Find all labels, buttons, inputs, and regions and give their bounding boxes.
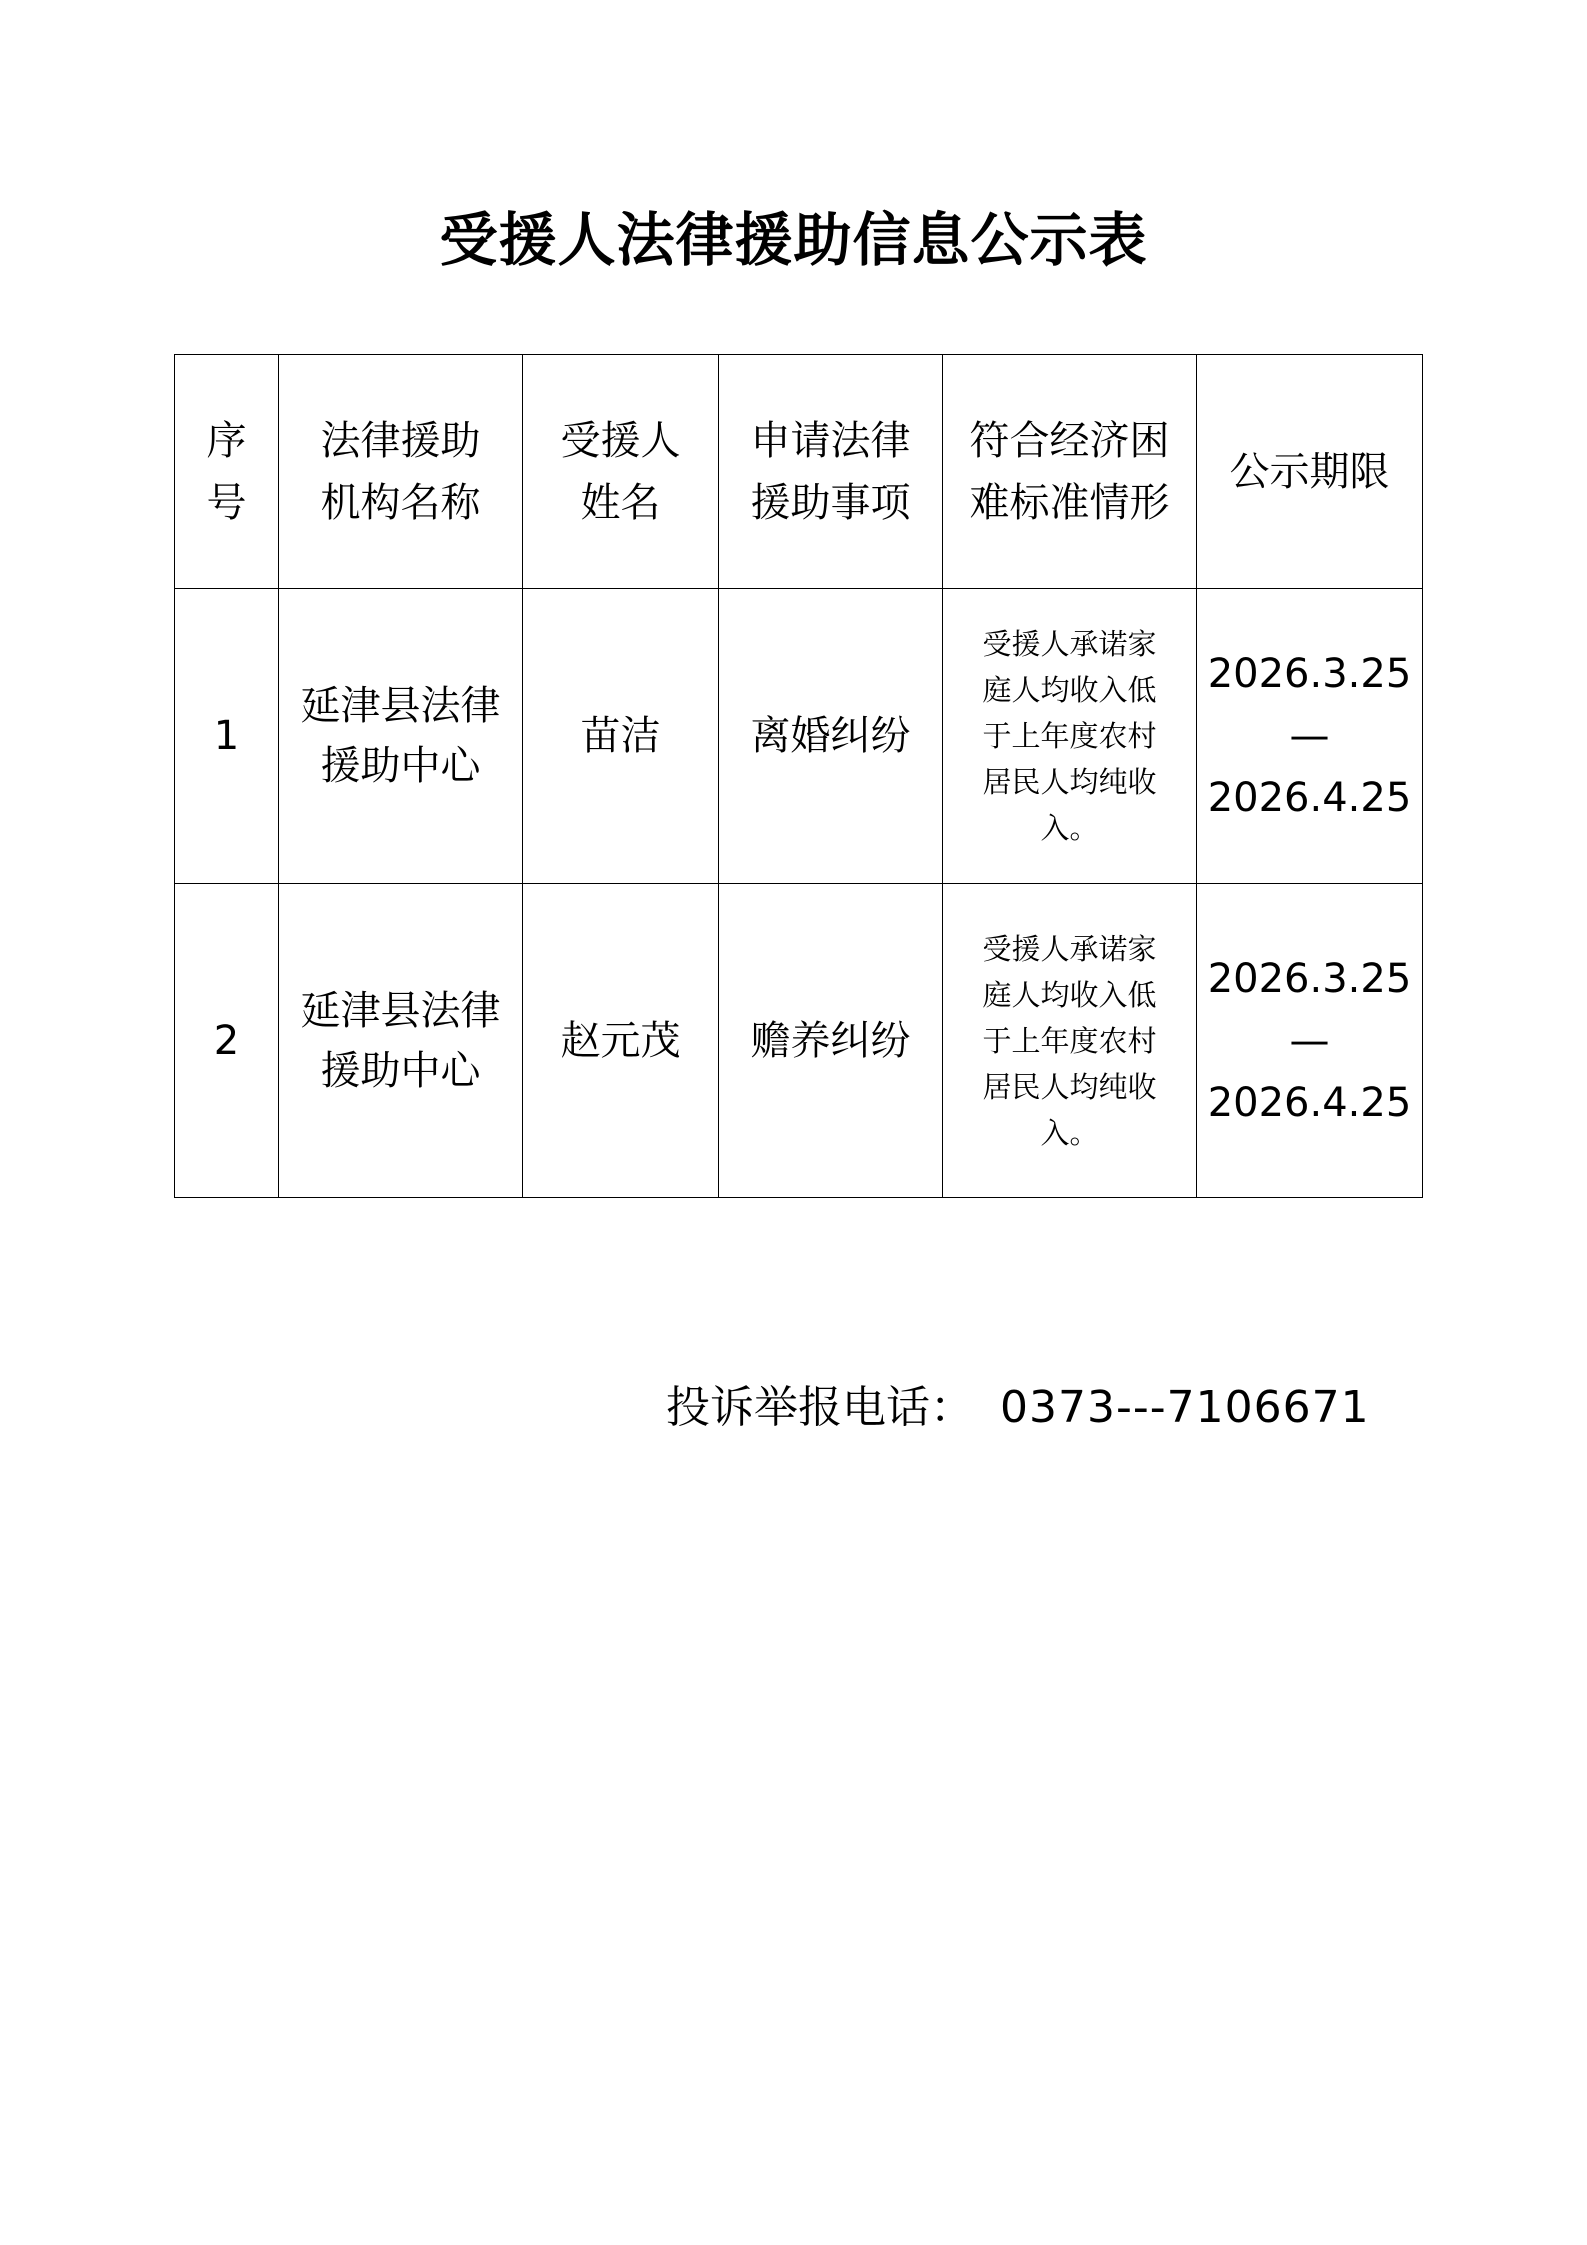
header-line: 申请法律 [750,417,911,464]
criteria-cell [943,884,1197,1198]
header-line: 法律援助 [320,417,481,464]
institution-cell [279,589,523,884]
table-row [175,884,1423,1198]
period-separator: — [1289,1017,1330,1064]
institution-line: 延津县法律 [300,987,501,1034]
criteria-line: 庭人均收入低 [982,977,1157,1012]
criteria-line: 居民人均纯收 [982,765,1157,799]
matter-cell: 赡养纠纷 [719,884,943,1198]
criteria-line: 庭人均收入低 [982,673,1157,707]
hotline-phone-number: 0373---7106671 [1000,1382,1370,1433]
recipient-name-cell: 苗洁 [523,589,719,884]
criteria-line: 受援人承诺家 [982,627,1157,661]
header-hardship-criteria [943,355,1197,589]
complaint-hotline [666,1378,1370,1438]
serial-number-cell: 1 [175,589,279,884]
period-end: 2026.4.25 [1207,775,1412,821]
header-line: 号 [206,479,247,526]
header-line: 序 [206,417,247,464]
period-cell [1197,884,1423,1198]
hotline-label: 投诉举报电话： [666,1382,974,1433]
criteria-line: 入。 [1040,811,1099,845]
criteria-cell [943,589,1197,884]
document-title: 受援人法律援助信息公示表 [439,206,1148,274]
period-end: 2026.4.25 [1207,1079,1412,1126]
header-line: 姓名 [580,479,661,526]
notice-table [174,354,1423,1198]
matter-cell: 离婚纠纷 [719,589,943,884]
period-start: 2026.3.25 [1207,955,1412,1002]
header-legal-aid-matter [719,355,943,589]
serial-number-cell: 2 [175,884,279,1198]
period-cell [1197,589,1423,884]
header-notice-period [1197,355,1423,589]
criteria-line: 于上年度农村 [982,719,1157,753]
header-line: 受援人 [560,417,681,464]
table-header-row [175,355,1423,589]
header-serial-number [175,355,279,589]
institution-cell [279,884,523,1198]
criteria-line: 居民人均纯收 [982,1069,1157,1104]
header-line: 难标准情形 [969,479,1170,526]
header-line: 机构名称 [320,479,481,526]
recipient-name-cell: 赵元茂 [523,884,719,1198]
period-start: 2026.3.25 [1207,651,1412,697]
header-line: 符合经济困 [969,417,1170,464]
header-line: 援助事项 [750,479,911,526]
institution-line: 援助中心 [320,1047,481,1094]
criteria-line: 入。 [1040,1115,1099,1150]
institution-line: 延津县法律 [300,683,501,729]
header-recipient-name [523,355,719,589]
criteria-line: 受援人承诺家 [982,931,1157,966]
table-row [175,589,1423,884]
period-separator: — [1289,713,1330,759]
header-institution-name [279,355,523,589]
criteria-line: 于上年度农村 [982,1023,1157,1058]
header-line: 公示期限 [1229,448,1390,495]
institution-line: 援助中心 [320,743,481,789]
